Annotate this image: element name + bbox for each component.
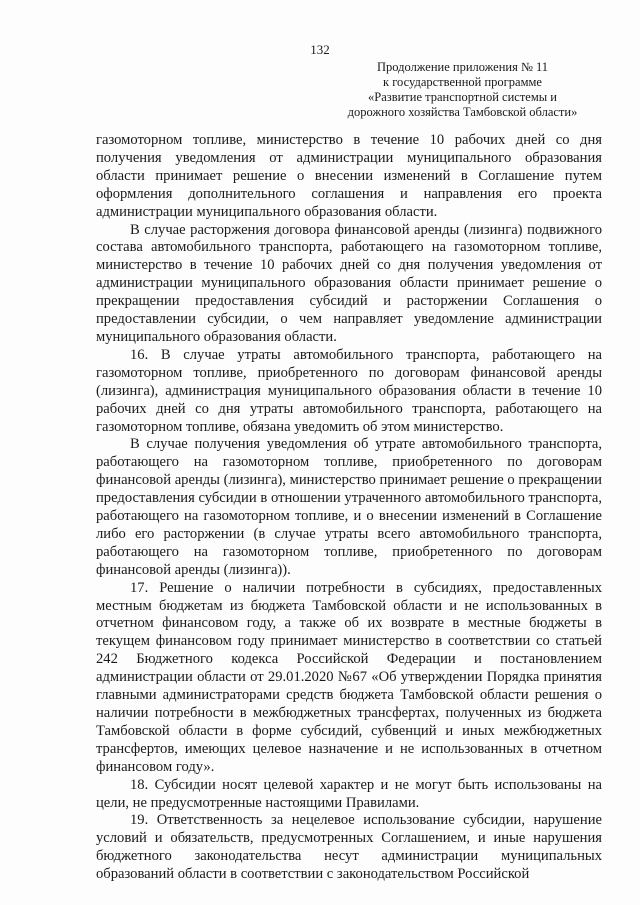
- paragraph-item-19: 19. Ответственность за нецелевое использование субсидии, нарушение условий и обязательств, предусмотренных Соглашением, и иные нарушения бюджетного законодательства несут администрации муниципальных образований области в соответствии с законодательством Российской: [96, 812, 602, 883]
- paragraph-item-17: 17. Решение о наличии потребности в субсидиях, предоставленных местным бюджетам из бюджета Тамбовской области и не использованных в отчетном финансовом году, а также об их возврате в местные бюджеты в текущем финансовом году принимает министерство в соответствии со статьей 242 Бюджетного кодекса Российской Федерации и постановлением администрации области от 29.01.2020 №67 «Об утверждении Порядка принятия главными администраторами средств бюджета Тамбовской области решения о наличии потребности в межбюджетных трансфертах, полученных из бюджета Тамбовской области в форме субсидий, субвенций и иных межбюджетных трансфертов, имеющих целевое назначение и не использованных в отчетном финансовом году».: [96, 579, 602, 775]
- paragraph-item-16: 16. В случае утраты автомобильного транспорта, работающего на газомоторном топливе, приобретенного по договорам финансовой аренды (лизинга), администрация муниципального образования области в течение 10 рабочих дней со дня утраты автомобильного транспорта, работающего на газомоторном топливе, обязана уведомить об этом министерство.: [96, 346, 602, 435]
- appendix-line: Продолжение приложения № 11: [376, 60, 549, 74]
- page-number: 132: [310, 42, 330, 57]
- paragraph-continued: газомоторном топливе, министерство в течение 10 рабочих дней со дня получения уведомления от администрации муниципального образования области принимает решение о внесении изменений в Соглашение путем оформления дополнительного соглашения и направления его проекта администрации муниципального образования области.: [96, 132, 602, 220]
- appendix-header: [340, 60, 585, 120]
- paragraph-item-18: 18. Субсидии носят целевой характер и не могут быть использованы на цели, не предусмотренные настоящими Правилами.: [96, 776, 602, 811]
- appendix-line: к государственной программе: [383, 75, 542, 89]
- appendix-line: дорожного хозяйства Тамбовской области»: [347, 105, 578, 119]
- paragraph: В случае расторжения договора финансовой аренды (лизинга) подвижного состава автомобильного транспорта, работающего на газомоторном топливе, министерство в течение 10 рабочих дней со дня получения уведомления от администрации муниципального образования области принимает решение о прекращении предоставления субсидий и расторжении Соглашения о предоставлении субсидии, о чем направляет уведомление администрации муниципального образования области.: [96, 221, 602, 345]
- paragraph: В случае получения уведомления об утрате автомобильного транспорта, работающего на газомоторном топливе, приобретенного по договорам финансовой аренды (лизинга), министерство принимает решение о прекращении предоставления субсидии в отношении утраченного автомобильного транспорта, работающего на газомоторном топливе, и о внесении изменений в Соглашение либо его расторжении (в случае утраты всего автомобильного транспорта, работающего на газомоторном топливе, приобретенного по договорам финансовой аренды (лизинга)).: [96, 436, 602, 578]
- appendix-line: «Развитие транспортной системы и: [368, 90, 557, 104]
- document-body: [96, 132, 602, 884]
